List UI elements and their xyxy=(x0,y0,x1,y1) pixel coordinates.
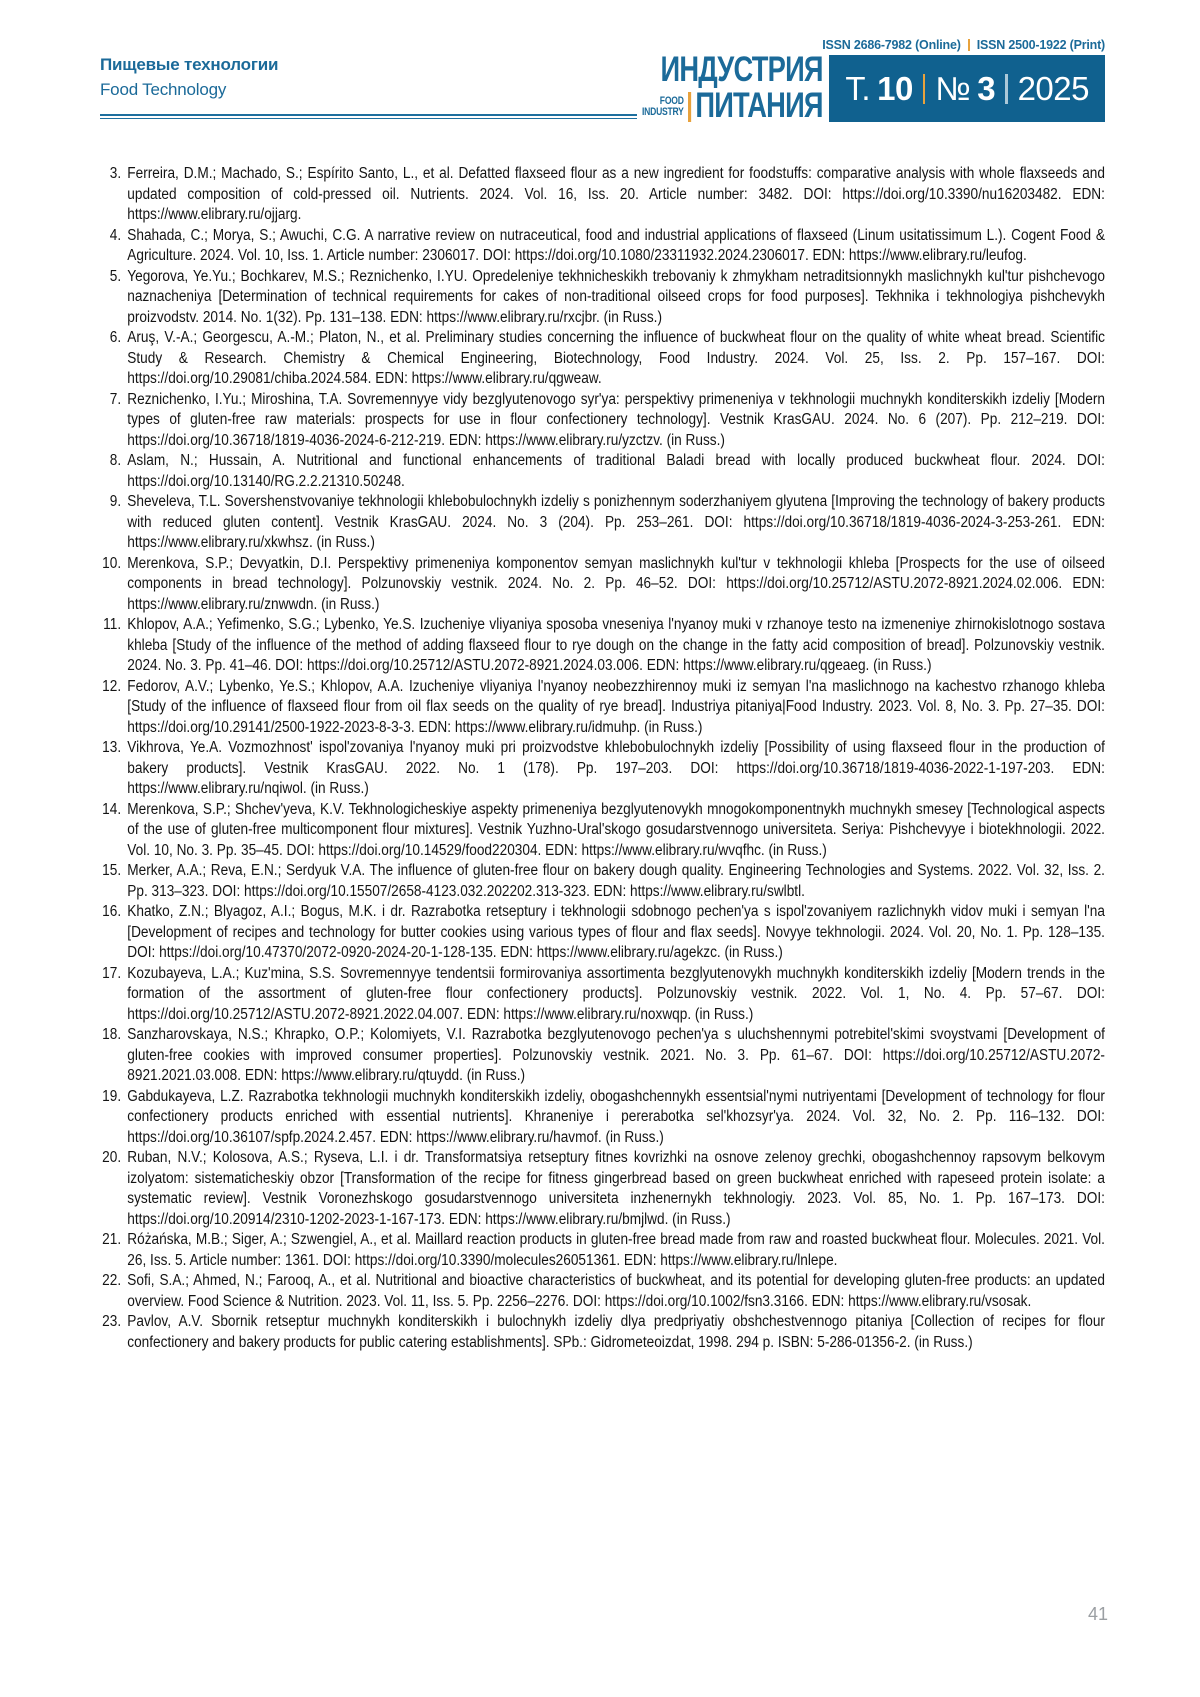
reference-number: 23. xyxy=(102,1313,122,1330)
reference-item xyxy=(100,1087,1105,1149)
reference-text: Sofi, S.A.; Ahmed, N.; Farooq, A., et al. Nutritional and bioactive characteristics of buckwheat, and its potential for developing gluten-free products: an updated overview. Food Science & Nutrition. 2023. Vol. 11, Iss. 5. Pp. 2256–2276. DOI: https://doi.org/10.1002/fsn3.3166. EDN: https://www.elibrary.ru/vsosak. xyxy=(127,1272,1105,1310)
reference-item xyxy=(100,1025,1105,1087)
reference-list xyxy=(100,164,1105,1353)
reference-text: Merenkova, S.P.; Shchev'yeva, K.V. Tekhnologicheskiye aspekty primeneniya bezglyutenovykh mnogokomponentnykh muchnykh smesey [Technological aspects of the use of gluten-free multicomponent flour mixtures]. Vestnik Yuzhno-Ural'skogo gosudarstvennogo universiteta. Seriya: Pishchevyye i biotekhnologii. 2022. Vol. 10, No. 3. Pp. 35–45. DOI: https://doi.org/10.14529/food220304. EDN: https://www.elibrary.ru/wvqfhc. (in Russ.) xyxy=(127,800,1105,859)
reference-number: 11. xyxy=(103,616,122,633)
logo-word-pitaniya: ПИТАНИЯ xyxy=(695,86,823,126)
reference-item xyxy=(100,1312,1105,1353)
reference-text: Vikhrova, Ye.A. Vozmozhnost' ispol'zovaniya l'nyanoy muki pri proizvodstve khlebobulochnykh izdeliy [Possibility of using flaxseed flour in the production of bakery products]. Vestnik KrasGAU. 2022. No. 1 (178). Pp. 197–203. DOI: https://doi.org/10.36718/1819-4036-2022-1-197-203. EDN: https://www.elibrary.ru/nqiwol. (in Russ.) xyxy=(127,739,1105,797)
logo-subtitle xyxy=(642,96,684,118)
reference-number: 5. xyxy=(109,267,122,285)
reference-number: 10. xyxy=(102,554,122,572)
page-number: 41 xyxy=(1087,1604,1108,1624)
reference-text: Pavlov, A.V. Sbornik retseptur muchnykh konditerskikh i bulochnykh izdeliy dlya predpriyatiy obshchestvennogo pitaniya [Collection of recipes for flour confectionery and bakery products for public catering establishments]. SPb.: Gidrometeoizdat, 1998. 294 p. ISBN: 5-286-01356-2. (in Russ.) xyxy=(127,1313,1105,1351)
section-heading xyxy=(100,55,278,100)
reference-number: 21. xyxy=(102,1231,122,1248)
reference-text: Ruban, N.V.; Kolosova, A.S.; Ryseva, L.I. i dr. Transformatsiya retseptury fitnes kovrizhki na osnove zelenoy grechki, obogashchennoy rapsovym belkovym izolyatom: sistematicheskiy obzor [Transformation of the recipe for fitness gingerbread based on green buckwheat enriched with rapeseed protein isolate: a systematic review]. Vestnik Voronezhskogo gosudarstvennogo universiteta inzhenernykh tekhnologiy. 2023. Vol. 85, No. 1. Pp. 167–173. DOI: https://doi.org/10.20914/2310-1202-2023-1-167-173. EDN: https://www.elibrary.ru/bmjlwd. (in Russ.) xyxy=(127,1149,1105,1228)
reference-text: Khatko, Z.N.; Blyagoz, A.I.; Bogus, M.K. i dr. Razrabotka retseptury i tekhnologii sdobnogo pechen'ya s ispol'zovaniyem razlichnykh vidov muki i semyan l'na [Development of recipes and technology for butter cookies using various types of flour and flax seeds]. Novyye tekhnologii. 2024. Vol. 20, No. 1. Pp. 128–135. DOI: https://doi.org/10.47370/2072-0920-2024-20-1-128-135. EDN: https://www.elibrary.ru/agekzc. (in Russ.) xyxy=(127,903,1105,961)
journal-logo xyxy=(641,50,823,126)
reference-item xyxy=(100,902,1105,964)
reference-text: Aruş, V.-A.; Georgescu, A.-M.; Platon, N., et al. Preliminary studies concerning the influence of buckwheat flour on the quality of white wheat bread. Scientific Study & Research. Chemistry & Chemical Engineering, Biotechnology, Food Industry. 2024. Vol. 25, Iss. 2. Pp. 157–167. DOI: https://doi.org/10.29081/chiba.2024.584. EDN: https://www.elibrary.ru/qgweaw. xyxy=(127,329,1105,387)
reference-number: 9. xyxy=(109,493,122,510)
section-title-ru: Пищевые технологии xyxy=(100,55,279,74)
reference-number: 12. xyxy=(102,677,122,695)
issue-box xyxy=(829,55,1105,122)
reference-text: Shahada, C.; Morya, S.; Awuchi, C.G. A narrative review on nutraceutical, food and industrial applications of flaxseed (Linum usitatissimum L.). Cogent Food & Agriculture. 2024. Vol. 10, Iss. 1. Article number: 2306017. DOI: https://doi.org/10.1080/23311932.2024.2306017. EDN: https://www.elibrary.ru/leufog. xyxy=(127,226,1105,264)
reference-number: 3. xyxy=(109,165,122,182)
logo-orange-bar xyxy=(688,92,691,122)
reference-number: 18. xyxy=(102,1026,122,1043)
issue-separator-1 xyxy=(923,74,926,104)
reference-number: 15. xyxy=(102,862,122,879)
reference-text: Aslam, N.; Hussain, A. Nutritional and functional enhancements of traditional Baladi bread with locally produced buckwheat flour. 2024. DOI: https://doi.org/10.13140/RG.2.2.21310.50248. xyxy=(127,452,1105,490)
reference-text: Reznichenko, I.Yu.; Miroshina, T.A. Sovremennyye vidy bezglyutenovogo syr'ya: perspektivy primeneniya v tekhnologii muchnykh konditerskikh izdeliy [Modern types of gluten-free raw materials: prospects for use in flour confectionery technology]. Vestnik KrasGAU. 2024. No. 6 (207). Pp. 212–219. DOI: https://doi.org/10.36718/1819-4036-2024-6-212-219. EDN: https://www.elibrary.ru/yzctzv. (in Russ.) xyxy=(127,390,1105,449)
reference-number: 14. xyxy=(102,800,122,818)
reference-number: 7. xyxy=(109,390,122,408)
reference-text: Sheveleva, T.L. Sovershenstvovaniye tekhnologii khlebobulochnykh izdeliy s ponizhennym soderzhaniyem glyutena [Improving the technology of bakery products with reduced gluten content]. Vestnik KrasGAU. 2024. No. 3 (204). Pp. 253–261. DOI: https://doi.org/10.36718/1819-4036-2024-3-253-261. EDN: https://www.elibrary.ru/xkwhsz. (in Russ.) xyxy=(127,493,1105,551)
reference-number: 8. xyxy=(109,452,122,469)
reference-number: 6. xyxy=(109,329,122,346)
reference-text: Ferreira, D.M.; Machado, S.; Espírito Santo, L., et al. Defatted flaxseed flour as a new ingredient for foodstuffs: comparative analysis with whole flaxseeds and updated composition of cold-pressed oil. Nutrients. 2024. Vol. 16, Iss. 20. Article number: 3482. DOI: https://doi.org/10.3390/nu16203482. EDN: https://www.elibrary.ru/ojjarg. xyxy=(127,165,1105,223)
reference-item xyxy=(100,492,1105,554)
header-rule xyxy=(100,114,637,119)
reference-item xyxy=(100,738,1105,800)
reference-number: 20. xyxy=(102,1149,122,1166)
logo-word-industriya: ИНДУСТРИЯ xyxy=(660,50,823,89)
section-title-en: Food Technology xyxy=(100,80,227,99)
reference-number: 22. xyxy=(102,1272,122,1289)
reference-item xyxy=(100,1271,1105,1312)
reference-number: 4. xyxy=(109,226,122,244)
issn-online: ISSN 2686-7982 (Online) xyxy=(822,38,961,52)
reference-item xyxy=(100,226,1105,267)
issue-separator-2 xyxy=(1005,74,1008,104)
reference-item xyxy=(100,1230,1105,1271)
reference-item xyxy=(100,861,1105,902)
volume-value: 10 xyxy=(877,69,913,107)
reference-item xyxy=(100,267,1105,329)
reference-item xyxy=(100,164,1105,226)
logo-sub-industry: INDUSTRY xyxy=(641,105,684,118)
reference-text: Sanzharovskaya, N.S.; Khrapko, O.P.; Kolomiyets, V.I. Razrabotka bezglyutenovogo pechen'ya s uluchshennymi potrebitel'skimi svoystvami [Development of gluten-free cookies with improved consumer properties]. Polzunovskiy vestnik. 2021. No. 3. Pp. 61–67. DOI: https://doi.org/10.25712/ASTU.2072-8921.2021.03.008. EDN: https://www.elibrary.ru/qtuydd. (in Russ.) xyxy=(127,1026,1105,1084)
reference-item xyxy=(100,615,1105,677)
number-label: № xyxy=(935,69,971,107)
reference-item xyxy=(100,800,1105,862)
reference-number: 17. xyxy=(102,964,122,982)
reference-number: 13. xyxy=(102,739,122,756)
issn-line xyxy=(822,38,1105,52)
reference-item xyxy=(100,1148,1105,1230)
reference-text: Różańska, M.B.; Siger, A.; Szwengiel, A., et al. Maillard reaction products in gluten-free bread made from raw and roasted buckwheat flour. Molecules. 2021. Vol. 26, Iss. 5. Article number: 1361. DOI: https://doi.org/10.3390/molecules26051361. EDN: https://www.elibrary.ru/lnlepe. xyxy=(127,1231,1105,1269)
issn-print: ISSN 2500-1922 (Print) xyxy=(976,38,1105,52)
issn-separator xyxy=(968,39,970,51)
masthead xyxy=(591,50,1105,126)
reference-item xyxy=(100,554,1105,616)
reference-number: 16. xyxy=(102,903,122,920)
reference-item xyxy=(100,390,1105,452)
volume-label: Т. xyxy=(845,69,871,107)
reference-text: Kozubayeva, L.A.; Kuz'mina, S.S. Sovremennyye tendentsii formirovaniya assortimenta bezglyutenovykh muchnykh konditerskikh izdeliy [Modern trends in the formation of the assortment of gluten-free flour confectionery products]. Polzunovskiy vestnik. 2022. Vol. 1, No. 4. Pp. 57–67. DOI: https://doi.org/10.25712/ASTU.2072-8921.2022.04.007. EDN: https://www.elibrary.ru/noxwqp. (in Russ.) xyxy=(127,964,1105,1023)
reference-text: Fedorov, A.V.; Lybenko, Ye.S.; Khlopov, A.A. Izucheniye vliyaniya l'nyanoy neobezzhirennoy muki iz semyan l'na maslichnogo na kachestvo rzhanogo khleba [Study of the influence of flaxseed flour from oil flax seeds on the quality of rye bread]. Industriya pitaniya|Food Industry. 2023. Vol. 8, No. 3. Pp. 27–35. DOI: https://doi.org/10.29141/2500-1922-2023-8-3-3. EDN: https://www.elibrary.ru/idmuhp. (in Russ.) xyxy=(127,677,1105,736)
reference-item xyxy=(100,964,1105,1026)
reference-text: Merenkova, S.P.; Devyatkin, D.I. Perspektivy primeneniya komponentov semyan maslichnykh kul'tur v tekhnologii khleba [Prospects for the use of oilseed components in bread technology]. Polzunovskiy vestnik. 2024. No. 2. Pp. 46–52. DOI: https://doi.org/10.25712/ASTU.2072-8921.2024.02.006. EDN: https://www.elibrary.ru/znwwdn. (in Russ.) xyxy=(127,554,1105,613)
reference-item xyxy=(100,451,1105,492)
number-value: 3 xyxy=(977,69,996,107)
reference-text: Yegorova, Ye.Yu.; Bochkarev, M.S.; Reznichenko, I.YU. Opredeleniye tekhnicheskikh trebovaniy k zhmykham netraditsionnykh maslichnykh kul'tur pishchevogo naznacheniya [Determination of technical requirements for cakes of non-traditional oilseed crops for food purposes]. Tekhnika i tekhnologiya pishchevykh proizvodstv. 2014. No. 1(32). Pp. 131–138. EDN: https://www.elibrary.ru/rxcjbr. (in Russ.) xyxy=(127,267,1105,326)
logo-sub-food: FOOD xyxy=(659,94,684,107)
reference-item xyxy=(100,328,1105,390)
reference-number: 19. xyxy=(102,1087,122,1105)
reference-text: Merker, A.A.; Reva, E.N.; Serdyuk V.A. The influence of gluten-free flour on bakery dough quality. Engineering Technologies and Systems. 2022. Vol. 32, Iss. 2. Pp. 313–323. DOI: https://doi.org/10.15507/2658-4123.032.202202.313-323. EDN: https://www.elibrary.ru/swlbtl. xyxy=(127,862,1105,900)
reference-text: Gabdukayeva, L.Z. Razrabotka tekhnologii muchnykh konditerskikh izdeliy, obogashchennykh essentsial'nymi nutriyentami [Development of technology for flour confectionery products enriched with essential nutrients]. Khraneniye i pererabotka sel'khozsyr'ya. 2024. Vol. 32, No. 2. Pp. 116–132. DOI: https://doi.org/10.36107/spfp.2024.2.457. EDN: https://www.elibrary.ru/havmof. (in Russ.) xyxy=(127,1087,1105,1146)
reference-text: Khlopov, A.A.; Yefimenko, S.G.; Lybenko, Ye.S. Izucheniye vliyaniya sposoba vneseniya l'nyanoy muki v rzhanoye testo na izmeneniye zhirnokislotnogo sostava khleba [Study of the influence of the method of adding flaxseed flour to rye dough on the change in the fatty acid composition of bread]. Polzunovskiy vestnik. 2024. No. 3. Pp. 41–46. DOI: https://doi.org/10.25712/ASTU.2072-8921.2024.03.006. EDN: https://www.elibrary.ru/qgeaeg. (in Russ.) xyxy=(127,616,1105,674)
reference-item xyxy=(100,677,1105,739)
year-value: 2025 xyxy=(1017,69,1089,107)
